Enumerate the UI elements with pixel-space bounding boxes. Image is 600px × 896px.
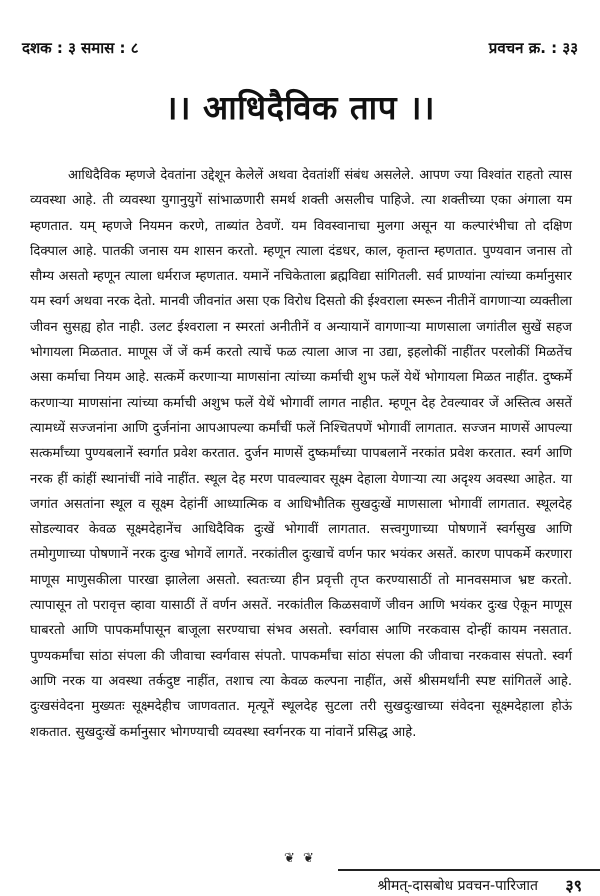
discourse-number: प्रवचन क्र. : ३३ — [488, 39, 578, 57]
page-header — [22, 38, 578, 60]
chapter-title: ।। आधिदैविक ताप ।। — [165, 88, 435, 127]
book-title: श्रीमत्-दासबोध प्रवचन-पारिजात — [377, 878, 538, 894]
page-footer — [0, 862, 600, 896]
body-paragraph: आधिदैविक म्हणजे देवतांना उद्देशून केलेलें अथवा देवतांशीं संबंध असलेले. आपण ज्या विश्वांत राहतो त्यास व्यवस्था आहे. ती व्यवस्था युगानुयुगें सांभाळणारी समर्थ शक्ती असलीच पाहिजे. त्या शक्तीच्या एका अंगाला यम म्हणतात. यम् म्हणजे नियमन करणे, ताब्यांत ठेवणें. यम विवस्वानाचा मुलगा असून या कल्पारंभीचा तो दक्षिण दिक्पाल आहे. पातकी जनास यम शासन करतो. म्हणून त्याला दंडधर, काल, कृतान्त म्हणतात. पुण्यवान जनास तो सौम्य असतो म्हणून त्याला धर्मराज म्हणतात. यमानें नचिकेताला ब्रह्मविद्या सांगितली. सर्व प्राण्यांना त्यांच्या कर्मानुसार यम स्वर्ग अथवा नरक देतो. मानवी जीवनांत असा एक विरोध दिसतो की ईश्वराला स्मरून नीतीनें वागणाऱ्या व्यक्तीला जीवन सुसह्य होत नाही. उलट ईश्वराला न स्मरतां अनीतीनें व अन्यायानें वागणाऱ्या माणसाला जगांतील सुखें सहज भोगायला मिळतात. माणूस जें जें कर्म करतो त्याचें फळ त्याला आज ना उद्या, इहलोकीं नाहींतर परलोकीं मिळतेंच असा कर्माचा नियम आहे. सत्कर्मे करणाऱ्या माणसांना त्यांच्या कर्माची शुभ फलें येथें भोगायला मिळत नाहींत. दुष्कर्मे करणाऱ्या माणसांना त्यांच्या कर्माची अशुभ फलें येथें भोगावीं लागत नाहीत. म्हणून देह टेवल्यावर जें अस्तित्व असतें त्यामध्यें सज्जनांना आणि दुर्जनांना आपआपल्या कर्मांचीं फलें निश्चितपणें भोगावीं लागतात. सज्जन माणसें आपल्या सत्कर्मांच्या पुण्यबलानें स्वर्गात प्रवेश करतात. दुर्जन माणसें दुष्कर्मांच्या पापबलानें नरकांत प्रवेश करतात. स्वर्ग आणि नरक हीं कांहीं स्थानांचीं नांवे नाहींत. स्थूल देह मरण पावल्यावर सूक्ष्म देहाला येणाऱ्या त्या अदृश्य अवस्था आहेत. या जगांत असतांना स्थूल व सूक्ष्म देहांनीं आध्यात्मिक व आधिभौतिक सुखदुःखें माणसाला भोगावीं लागतात. स्थूलदेह सोडल्यावर केवळ सूक्ष्मदेहानेंच आधिदैविक दुःखें भोगावीं लागतात. सत्त्वगुणाच्या पोषणानें स्वर्गसुख आणि तमोगुणाच्या पोषणानें नरक दुःख भोगवें लागतें. नरकांतील दुःखाचें वर्णन फार भयंकर असतें. कारण पापकर्मे करणारा माणूस माणुसकीला पारखा झालेला असतो. स्वतःच्या हीन प्रवृत्ती तृप्त करण्यासाठीं तो मानवसमाज भ्रष्ट करतो. त्यापासून तो परावृत्त व्हावा यासाठीं तें वर्णन असतें. नरकांतील किळसवाणें जीवन आणि भयंकर दुःख ऐकून माणूस घाबरतो आणि पापकर्मांपासून बाजूला सरण्याचा संभव असतो. स्वर्गवास आणि नरकवास दोन्हीं कायम नसतात. पुण्यकर्मांचा सांठा संपला की जीवाचा स्वर्गवास संपतो. पापकर्मांचा सांठा संपला की जीवाचा नरकवास संपतो. स्वर्ग आणि नरक या अवस्था तर्कदुष्ट नाहींत, तशाच त्या केवळ कल्पना नाहींत, असें श्रीसमर्थांनी स्पष्ट सांगितलें आहे. दुःखसंवेदना मुख्यतः सूक्ष्मदेहीच जाणवतात. मृत्यूनें स्थूलदेह सुटला तरी सुखदुःखाच्या संवेदना सूक्ष्मदेहाला होऊं शकतात. सुखदुःखें कर्मानुसार भोगण्याची व्यवस्था स्वर्गनरक या नांवानें प्रसिद्ध आहे. — [30, 168, 572, 740]
ornament-divider: ❦ ❦ — [284, 851, 316, 866]
section-label: दशक : ३ समास : ८ — [22, 39, 139, 57]
footer-rule — [338, 869, 600, 871]
page-number: ३९ — [565, 876, 582, 895]
